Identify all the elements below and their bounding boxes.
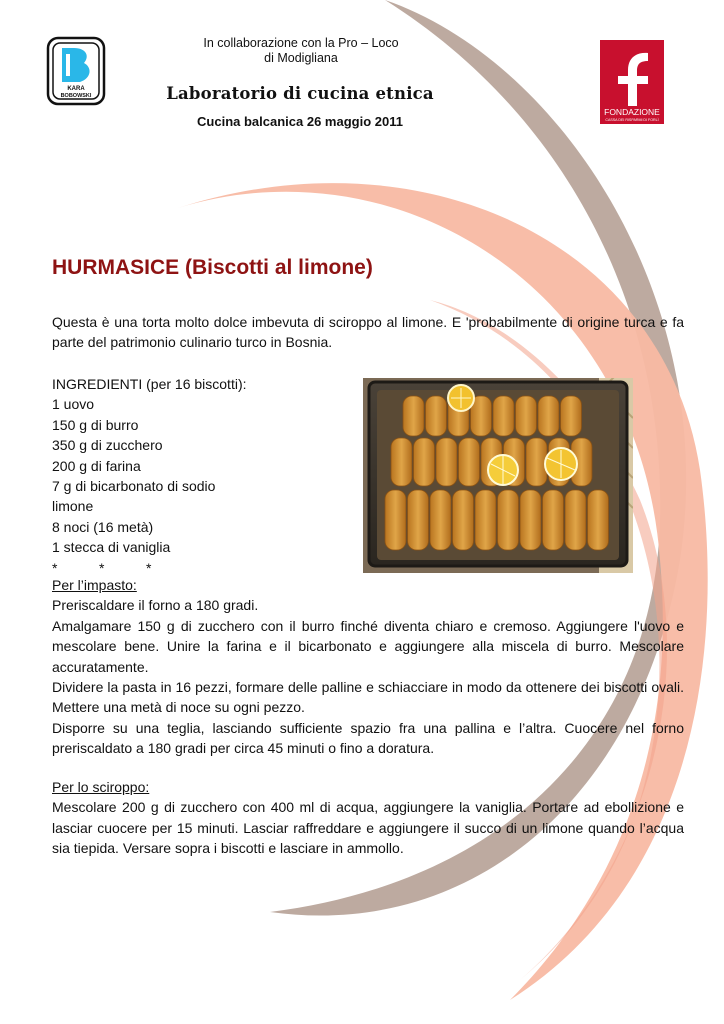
sciroppo-section <box>52 777 684 859</box>
ingredient-item: 350 g di zucchero <box>52 437 163 454</box>
collab-line-1: In collaborazione con la Pro – Loco <box>203 36 399 50</box>
impasto-step: Preriscaldare il forno a 180 gradi. <box>52 597 259 614</box>
impasto-step: Disporre su una teglia, lasciando sufficiente spazio fra una pallina e l’altra. Cuocere nel forno preriscaldato a 180 gradi per circa 45 minuti o fino a doratura. <box>52 719 684 757</box>
fondazione-logo <box>600 40 664 124</box>
biscuit <box>538 396 559 436</box>
biscuit <box>403 396 424 436</box>
ingredient-item: 200 g di farina <box>52 457 141 474</box>
biscuit <box>526 438 547 486</box>
svg-text:FONDAZIONE: FONDAZIONE <box>604 107 660 117</box>
event-subtitle: Cucina balcanica 26 maggio 2011 <box>197 114 403 129</box>
ingredient-item: 150 g di burro <box>52 416 139 433</box>
biscuit <box>408 490 429 550</box>
ingredients-list <box>52 374 352 578</box>
biscuit <box>493 396 514 436</box>
svg-text:CASSA DEI RISPARMI DI FORLÌ: CASSA DEI RISPARMI DI FORLÌ <box>605 118 659 122</box>
biscuit <box>414 438 435 486</box>
biscuit <box>561 396 582 436</box>
impasto-step: Amalgamare 150 g di zucchero con il burro finché diventa chiaro e cremoso. Aggiungere l'uovo e mescolare bene. Unire la farina e il bicarbonato e aggiungere alla miscela di burro. Mescolare accuratamente. <box>52 617 684 675</box>
biscuit <box>436 438 457 486</box>
svg-text:KARA: KARA <box>67 86 85 92</box>
biscuit <box>430 490 451 550</box>
collaboration-note <box>176 36 426 66</box>
separator-stars: * * * <box>52 559 152 576</box>
impasto-section <box>52 575 684 759</box>
recipe-intro: Questa è una torta molto dolce imbevuta di sciroppo al limone. E 'probabilmente di origine turca e fa parte del patrimonio culinario turco in Bosnia. <box>52 314 684 351</box>
biscuit <box>543 490 564 550</box>
biscuit <box>520 490 541 550</box>
svg-text:BOBOWSKI: BOBOWSKI <box>60 93 92 99</box>
biscuit <box>565 490 586 550</box>
sciroppo-text: Mescolare 200 g di zucchero con 400 ml di acqua, aggiungere la vaniglia. Portare ad ebollizione e lasciar cuocere per 15 minuti. Lasciar raffreddare e aggiungere il succo di un limone quando l’acqua sia tiepida. Versare sopra i biscotti e lasciare in ammollo. <box>52 799 684 857</box>
recipe-title: HURMASICE (Biscotti al limone) <box>52 256 373 279</box>
ingredient-item: limone <box>52 498 94 515</box>
biscuit <box>459 438 480 486</box>
ingredients-heading: INGREDIENTI (per 16 biscotti): <box>52 376 247 392</box>
collab-line-2: di Modigliana <box>264 51 338 65</box>
ingredient-item: 1 uovo <box>52 396 95 413</box>
sciroppo-heading: Per lo sciroppo: <box>52 779 150 795</box>
lab-title: Laboratorio di cucina etnica <box>166 84 434 103</box>
ingredient-item: 7 g di bicarbonato di sodio <box>52 478 216 495</box>
impasto-step: Dividere la pasta in 16 pezzi, formare delle palline e schiacciare in modo da ottenere dei biscotti ovali. Mettere una metà di noce su ogni pezzo. <box>52 679 684 716</box>
biscuit <box>588 490 609 550</box>
biscuit <box>426 396 447 436</box>
biscuits-photo <box>363 378 633 573</box>
biscuit <box>475 490 496 550</box>
biscuit <box>385 490 406 550</box>
ingredient-item: 8 noci (16 metà) <box>52 518 154 535</box>
ingredient-item: 1 stecca di vaniglia <box>52 539 171 556</box>
biscuit <box>391 438 412 486</box>
biscuit <box>453 490 474 550</box>
impasto-heading: Per l’impasto: <box>52 577 137 593</box>
biscuit <box>516 396 537 436</box>
kara-bobowski-logo <box>46 36 106 106</box>
biscuit <box>498 490 519 550</box>
